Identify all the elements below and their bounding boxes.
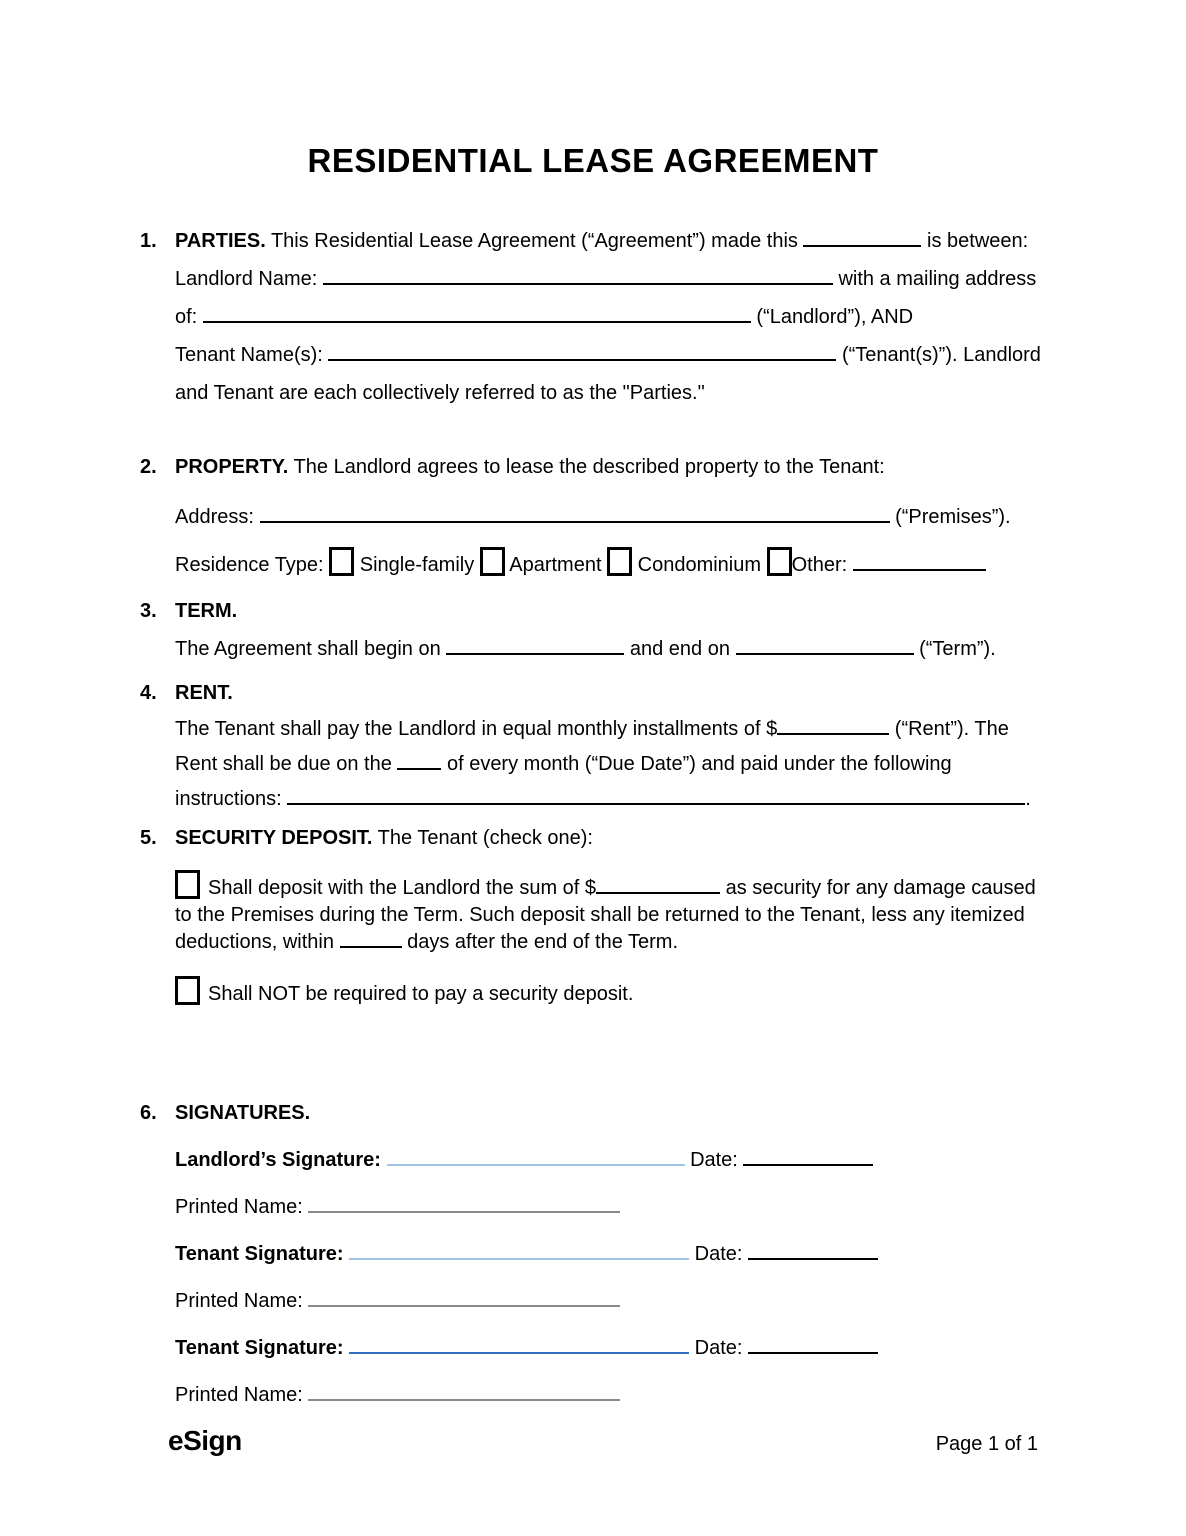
printed-name-label: Printed Name: [175,1384,303,1406]
section-rent [140,674,1046,817]
checkbox-shall-deposit[interactable] [175,870,200,899]
address-label: Address: [175,506,254,528]
landlord-address-blank[interactable] [203,308,751,323]
term-begin-text: The Agreement shall begin on [175,638,441,660]
landlord-name-label: Landlord Name: [175,268,318,290]
tenant1-date-line[interactable] [748,1245,878,1260]
section-heading: RENT. [175,682,233,704]
tenant-signature-label: Tenant Signature: [175,1243,344,1265]
section-heading: TERM. [175,600,238,622]
parties-closing-text: and Tenant are each collectively referred to as the "Parties." [175,382,705,404]
section-number: 6. [140,1102,157,1124]
landlord-signature-label: Landlord’s Signature: [175,1149,381,1171]
option-other-label: Other: [791,554,848,576]
section-number: 4. [140,682,157,704]
tenant2-printed-name-line[interactable] [308,1386,620,1401]
rent-defined-text: (“Rent”). The [894,718,1009,740]
other-residence-blank[interactable] [853,556,986,571]
section-heading: PARTIES. [175,230,266,252]
rent-due-text-end: of every month (“Due Date”) and paid under the following [446,753,952,775]
tenant-name-blank[interactable] [328,346,836,361]
rent-amount-text: The Tenant shall pay the Landlord in equal monthly installments of $ [175,718,778,740]
tenant-signature-label: Tenant Signature: [175,1337,344,1359]
option-apartment-label: Apartment [509,554,602,576]
section-number: 5. [140,827,157,849]
printed-name-label: Printed Name: [175,1196,303,1218]
security-deposit-option-2 [140,976,1046,1008]
parties-intro-text: This Residential Lease Agreement (“Agreement”) made this [270,230,798,252]
printed-name-label: Printed Name: [175,1290,303,1312]
date-label: Date: [694,1243,743,1265]
rent-amount-blank[interactable] [777,720,889,735]
section-heading: SECURITY DEPOSIT. [175,827,373,849]
landlord-signature-line[interactable] [387,1151,685,1166]
landlord-date-line[interactable] [743,1151,873,1166]
instructions-label: instructions: [175,788,282,810]
section-number: 1. [140,230,157,252]
checkbox-condominium[interactable] [607,547,632,576]
section-number: 2. [140,456,157,478]
deposit-option1-line3-text: deductions, within [175,931,334,953]
section-term [140,592,1046,668]
tenant1-printed-name-line[interactable] [308,1292,620,1307]
payment-instructions-blank[interactable] [287,790,1025,805]
section-heading: SIGNATURES. [175,1102,311,1124]
deposit-option1-text-cont: as security for any damage caused [725,877,1036,899]
agreement-date-blank[interactable] [803,232,921,247]
deposit-option1-line3-end: days after the end of the Term. [407,931,679,953]
section-heading: PROPERTY. [175,456,289,478]
date-label: Date: [690,1149,738,1171]
document-title: RESIDENTIAL LEASE AGREEMENT [307,142,879,179]
term-start-date-blank[interactable] [446,640,624,655]
option-single-family-label: Single-family [359,554,475,576]
rent-due-text: Rent shall be due on the [175,753,392,775]
security-deposit-intro-text: The Tenant (check one): [377,827,593,849]
deposit-option1-line2-text: to the Premises during the Term. Such deposit shall be returned to the Tenant, less any itemized [175,904,1025,926]
section-parties [140,222,1046,412]
term-defined-text: (“Term”). [919,638,996,660]
tenant-defined-text: (“Tenant(s)”). Landlord [841,344,1041,366]
deposit-return-days-blank[interactable] [340,933,402,948]
premises-defined-text: (“Premises”). [895,506,1011,528]
esign-logo: eSign [168,1425,242,1456]
checkbox-other[interactable] [767,547,792,576]
term-middle-text: and end on [629,638,730,660]
landlord-name-blank[interactable] [323,270,833,285]
property-address-blank[interactable] [260,508,890,523]
section-number: 3. [140,600,157,622]
rent-due-day-blank[interactable] [397,755,441,770]
page-number-label: Page 1 of 1 [935,1433,1038,1455]
tenant2-date-line[interactable] [748,1339,878,1354]
mailing-address-label: of: [175,306,198,328]
checkbox-single-family[interactable] [329,547,354,576]
section-signatures [140,1094,1046,1414]
tenant1-signature-line[interactable] [349,1245,689,1260]
checkbox-no-deposit[interactable] [175,976,200,1005]
security-deposit-option-1 [140,870,1046,956]
page-footer [168,1422,1038,1463]
residence-type-label: Residence Type: [175,554,324,576]
property-intro-text: The Landlord agrees to lease the described property to the Tenant: [293,456,885,478]
option-condominium-label: Condominium [637,554,762,576]
parties-intro-text-end: is between: [927,230,1029,252]
deposit-amount-blank[interactable] [596,879,720,894]
term-end-date-blank[interactable] [736,640,914,655]
landlord-defined-text: (“Landlord”), AND [756,306,914,328]
instructions-period: . [1025,788,1031,810]
date-label: Date: [694,1337,743,1359]
deposit-option2-text: Shall NOT be required to pay a security deposit. [208,983,634,1005]
tenant-name-label: Tenant Name(s): [175,344,323,366]
deposit-option1-text: Shall deposit with the Landlord the sum of $ [208,877,597,899]
tenant2-signature-line[interactable] [349,1339,689,1354]
landlord-printed-name-line[interactable] [308,1198,620,1213]
checkbox-apartment[interactable] [480,547,505,576]
landlord-name-after-text: with a mailing address [838,268,1037,290]
section-property [140,448,1046,584]
section-security-deposit [140,819,1046,1008]
